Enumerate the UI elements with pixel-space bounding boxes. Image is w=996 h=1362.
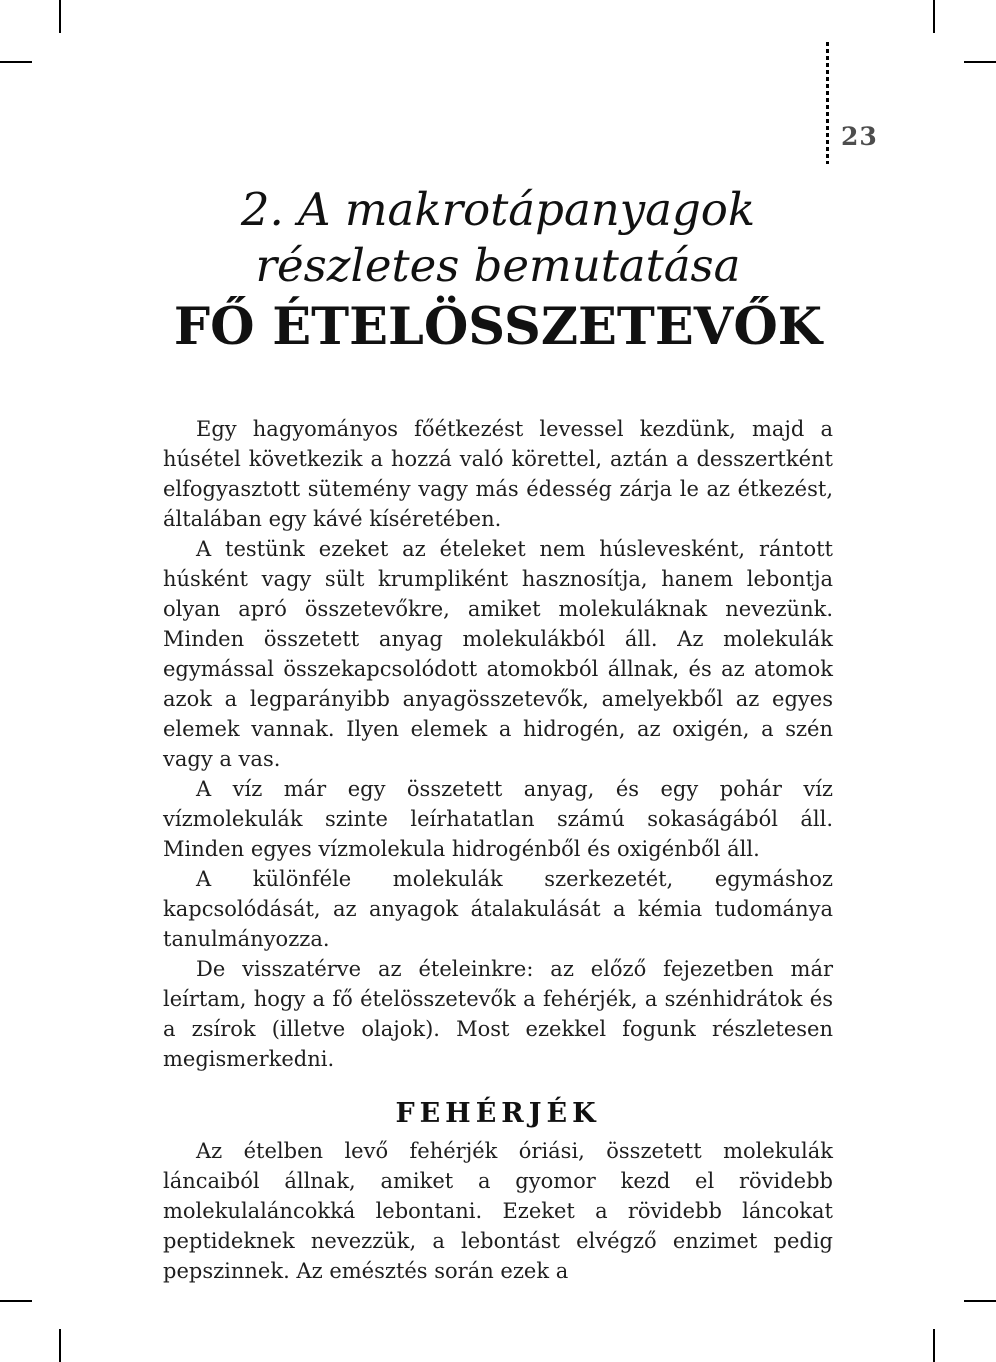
chapter-subtitle: FŐ ÉTELÖSSZETEVŐK bbox=[173, 297, 823, 357]
intro-paragraph-4: A különféle molekulák szerkezetét, egymáshoz kapcsolódását, az anyagok átalakulását a kémia tudománya tanulmányozza. bbox=[163, 867, 833, 951]
crop-mark-top-right-horizontal bbox=[964, 61, 996, 63]
chapter-title-line-1: 2. A makrotápanyagok bbox=[240, 183, 756, 236]
crop-mark-top-left-horizontal bbox=[0, 61, 32, 63]
crop-mark-top-right-vertical bbox=[933, 0, 935, 33]
crop-mark-bottom-right-horizontal bbox=[964, 1300, 996, 1302]
chapter-title-line-2: részletes bemutatása bbox=[255, 239, 741, 292]
intro-paragraph-5: De visszatérve az ételeinkre: az előző fejezetben már leírtam, hogy a fő ételösszetevők a fehérjék, a szénhidrátok és a zsírok (illetve olajok). Most ezekkel fogunk részletesen megismerkedni. bbox=[163, 957, 833, 1071]
text-column bbox=[163, 0, 833, 1286]
crop-mark-bottom-right-vertical bbox=[933, 1329, 935, 1362]
intro-paragraph-3: A víz már egy összetett anyag, és egy pohár víz vízmolekulák szinte leírhatatlan számú sokaságából áll. Minden egyes vízmolekula hidrogénből és oxigénből áll. bbox=[163, 777, 833, 861]
intro-paragraph-2: A testünk ezeket az ételeket nem húslevesként, rántott húsként vagy sült krumpliként hasznosítja, hanem lebontja olyan apró összetevőkre, amiket molekuláknak nevezünk. Minden összetett anyag molekulákból áll. Az molekulák egymással összekapcsolódott atomokból állnak, és az atomok azok a legparányibb anyagösszetevők, amelyekből az egyes elemek vannak. Ilyen elemek a hidrogén, az oxigén, a szén vagy a vas. bbox=[163, 537, 833, 771]
body-copy bbox=[163, 414, 833, 1286]
crop-mark-top-left-vertical bbox=[59, 0, 61, 33]
intro-paragraph-1: Egy hagyományos főétkezést levessel kezdünk, majd a húsétel következik a hozzá való körettel, aztán a desszertként elfogyasztott sütemény vagy más édesség zárja le az étkezést, általában egy kávé kíséretében. bbox=[163, 417, 833, 531]
page-number: 23 bbox=[841, 122, 878, 151]
crop-mark-bottom-left-vertical bbox=[59, 1329, 61, 1362]
section-paragraph-1: Az ételben levő fehérjék óriási, összetett molekulák láncaiból állnak, amiket a gyomor kezd el rövidebb molekulaláncokká lebontani. Ezeket a rövidebb láncokat peptideknek nevezzük, a lebontást elvégző enzimet pedig pepszinnek. Az emésztés során ezek a bbox=[163, 1139, 833, 1283]
crop-mark-bottom-left-horizontal bbox=[0, 1300, 32, 1302]
section-heading-feherjek: FEHÉRJÉK bbox=[395, 1098, 601, 1129]
chapter-header bbox=[163, 182, 833, 358]
